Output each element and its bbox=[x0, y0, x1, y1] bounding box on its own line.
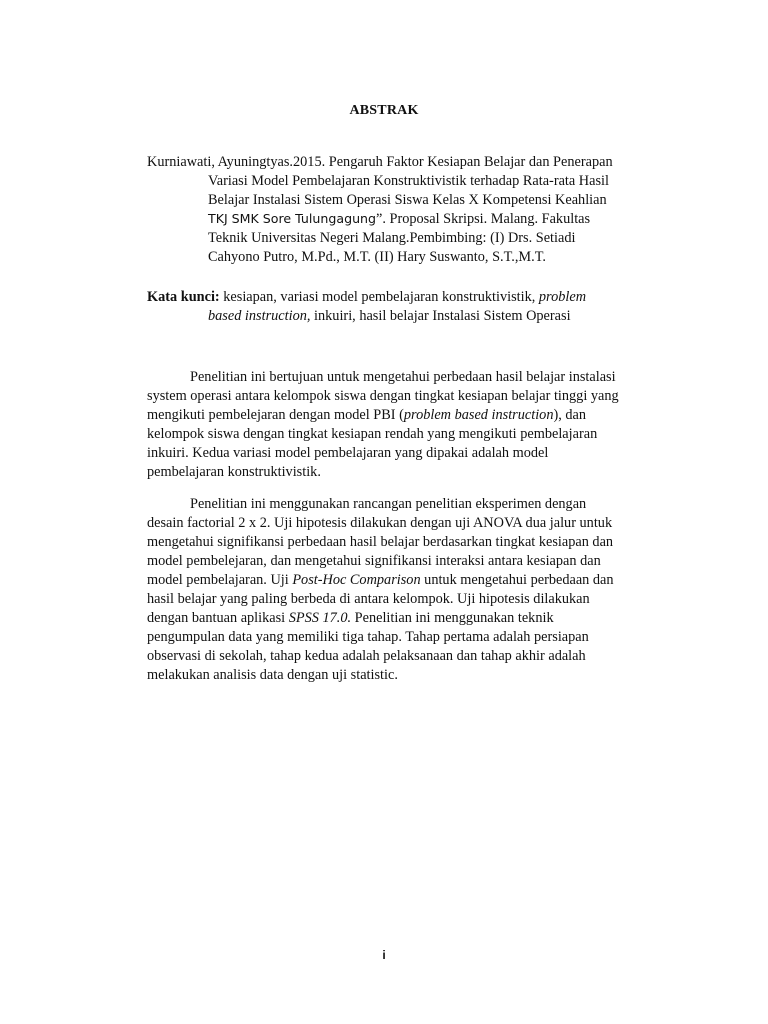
paragraph-line: Penelitian ini menggunakan rancangan penelitian eksperimen dengan bbox=[190, 496, 587, 512]
citation-line: Teknik Universitas Negeri Malang.Pembimbing: (I) Drs. Setiadi bbox=[208, 230, 576, 246]
abstract-heading: ABSTRAK bbox=[349, 103, 419, 118]
citation-line: Kurniawati, Ayuningtyas.2015. Pengaruh Faktor Kesiapan Belajar dan Penerapan bbox=[147, 154, 613, 170]
page-number: i bbox=[382, 948, 386, 962]
paragraph-text: mengikuti pembelejaran dengan model PBI ( bbox=[147, 407, 404, 423]
keywords-line bbox=[147, 288, 586, 306]
paragraph-line: pembelajaran konstruktivistik. bbox=[147, 464, 321, 480]
paragraph-line: system operasi antara kelompok siswa dengan tingkat kesiapan belajar tinggi yang bbox=[147, 388, 619, 404]
paragraph-line bbox=[147, 571, 614, 589]
paragraph-line: observasi di sekolah, tahap kedua adalah pelaksanaan dan tahap akhir adalah bbox=[147, 648, 586, 664]
keywords-line bbox=[208, 307, 571, 325]
citation-line bbox=[208, 210, 590, 228]
paragraph-text: Penelitian ini menggunakan teknik bbox=[351, 610, 554, 626]
citation-line: Belajar Instalasi Sistem Operasi Siswa Kelas X Kompetensi Keahlian bbox=[208, 192, 607, 208]
citation-line: Cahyono Putro, M.Pd., M.T. (II) Hary Suswanto, S.T.,M.T. bbox=[208, 249, 546, 265]
paragraph-text: untuk mengetahui perbedaan dan bbox=[420, 572, 614, 588]
citation-school-name: TKJ SMK Sore Tulungagung bbox=[208, 211, 377, 226]
paragraph-text: dengan bantuan aplikasi bbox=[147, 610, 289, 626]
citation-line: Variasi Model Pembelajaran Konstruktivistik terhadap Rata-rata Hasil bbox=[208, 173, 609, 189]
paragraph-text: ), dan bbox=[553, 407, 587, 423]
keywords-italic: problem bbox=[538, 289, 587, 305]
paragraph-line: kelompok siswa dengan tingkat kesiapan rendah yang mengikuti pembelajaran bbox=[147, 426, 598, 442]
paragraph-italic: SPSS 17.0. bbox=[288, 610, 352, 626]
citation-text: ”. Proposal Skripsi. Malang. Fakultas bbox=[376, 211, 591, 227]
paragraph-line bbox=[147, 609, 554, 627]
paragraph-text: model pembelajaran. Uji bbox=[147, 572, 293, 588]
paragraph-line: model pembelejaran, dan mengetahui signifikansi interaksi antara kesiapan dan bbox=[147, 553, 601, 569]
paragraph-line: desain factorial 2 x 2. Uji hipotesis dilakukan dengan uji ANOVA dua jalur untuk bbox=[147, 515, 613, 531]
keywords-text: kesiapan, variasi model pembelajaran konstruktivistik, bbox=[219, 289, 539, 305]
paragraph-line: pengumpulan data yang memiliki tiga tahap. Tahap pertama adalah persiapan bbox=[147, 629, 589, 645]
paragraph-italic: problem based instruction bbox=[403, 407, 554, 423]
paragraph-line: mengetahui signifikansi perbedaan hasil belajar berdasarkan tingkat kesiapan dan bbox=[147, 534, 614, 550]
keywords-text: inkuiri, hasil belajar Instalasi Sistem Operasi bbox=[310, 308, 571, 324]
paragraph-line: Penelitian ini bertujuan untuk mengetahui perbedaan hasil belajar instalasi bbox=[190, 369, 616, 385]
keywords-italic: based instruction, bbox=[208, 308, 311, 324]
paragraph-line bbox=[147, 406, 586, 424]
paragraph-italic: Post-Hoc Comparison bbox=[292, 572, 421, 588]
paragraph-line: inkuiri. Kedua variasi model pembelajaran yang dipakai adalah model bbox=[147, 445, 549, 461]
paragraph-line: hasil belajar yang paling berbeda di antara kelompok. Uji hipotesis dilakukan bbox=[147, 591, 590, 607]
keywords-label: Kata kunci: bbox=[147, 289, 220, 305]
paragraph-line: melakukan analisis data dengan uji statistic. bbox=[147, 667, 398, 683]
